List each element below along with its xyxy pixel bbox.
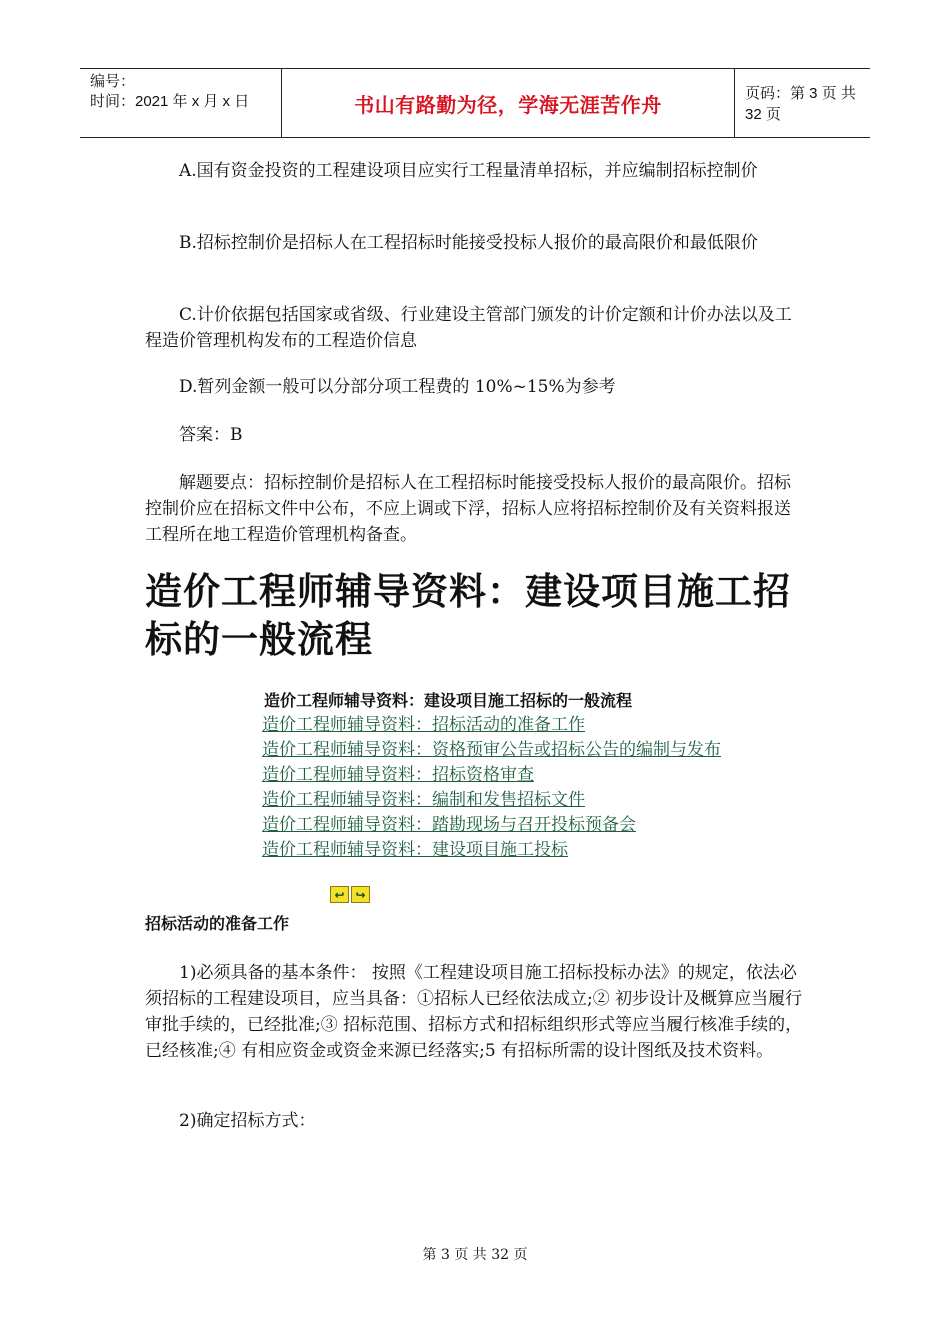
section-para-2: 2)确定招标方式： [179,1111,316,1131]
page-header [80,68,870,138]
toc-link-bidding-documents[interactable]: 造价工程师辅导资料：编制和发售招标文件 [262,790,585,810]
section-para-1: 1)必须具备的基本条件： 按照《工程建设项目施工招标投标办法》的规定，依法必须招标的工程建设项目，应当具备：①招标人已经依法成立;② 初步设计及概算应当履行审批手续的，已经批准;③ 招标范围、招标方式和招标组织形式等应当履行核准手续的，已经核准;④ 有相应资金或资金来源已经落实;5 有招标所需的设计图纸及技术资料。 [145,963,803,1061]
prev-arrow-icon[interactable]: ↩ [330,886,349,903]
header-page-info: 页码：第 3 页 共 32 页 [745,85,856,123]
answer: 答案：B [179,425,243,445]
page-footer: 第 3 页 共 32 页 [422,1247,528,1263]
option-a: A.国有资金投资的工程建设项目应实行工程量清单招标，并应编制招标控制价 [179,161,758,181]
toc-link-construction-bidding[interactable]: 造价工程师辅导资料：建设项目施工投标 [262,840,568,860]
option-d: D.暂列金额一般可以分部分项工程费的 10%~15%为参考 [179,377,616,397]
explanation: 解题要点：招标控制价是招标人在工程招标时能接受投标人报价的最高限价。招标控制价应在招标文件中公布，不应上调或下浮，招标人应将招标控制价及有关资料报送工程所在地工程造价管理机构备查。 [145,473,791,545]
number-label: 编号： [90,73,136,90]
section-heading: 招标活动的准备工作 [145,914,290,933]
header-meta [80,69,282,137]
toc-heading: 造价工程师辅导资料：建设项目施工招标的一般流程 [264,691,633,710]
option-c: C.计价依据包括国家或省级、行业建设主管部门颁发的计价定额和计价办法以及工程造价管理机构发布的工程造价信息 [145,305,792,351]
main-title: 造价工程师辅导资料：建设项目施工招标的一般流程 [145,570,791,661]
time-label: 时间：2021 年 x 月 x 日 [90,93,250,110]
next-arrow-icon[interactable]: ↪ [351,886,370,903]
nav-buttons [330,886,370,903]
toc-link-preparation[interactable]: 造价工程师辅导资料：招标活动的准备工作 [262,715,585,735]
toc-link-qualification-review[interactable]: 造价工程师辅导资料：招标资格审查 [262,765,534,785]
toc-link-site-visit[interactable]: 造价工程师辅导资料：踏勘现场与召开投标预备会 [262,815,636,835]
motto: 书山有路勤为径，学海无涯苦作舟 [354,92,662,117]
table-of-contents [242,688,722,863]
option-b: B.招标控制价是招标人在工程招标时能接受投标人报价的最高限价和最低限价 [179,233,758,253]
toc-link-prequalification-notice[interactable]: 造价工程师辅导资料：资格预审公告或招标公告的编制与发布 [262,740,721,760]
header-motto-cell [282,69,735,137]
